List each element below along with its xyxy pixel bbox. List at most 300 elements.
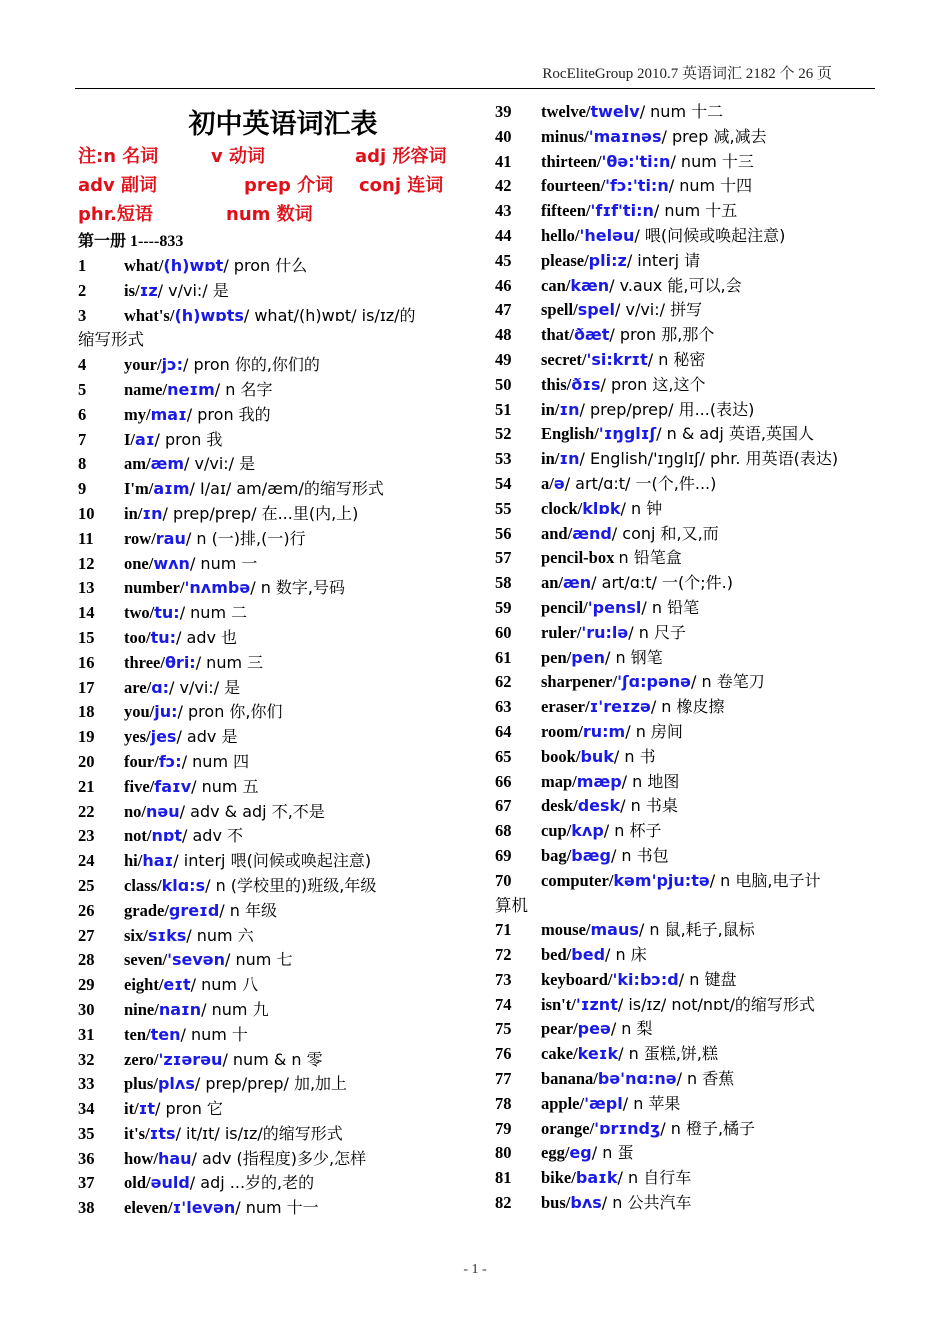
entry-number: 77 xyxy=(495,1069,512,1089)
entry-word: thirteen/ xyxy=(541,151,602,171)
entry-number: 61 xyxy=(495,647,512,667)
entry-word: apple/ xyxy=(541,1093,585,1113)
entry-number: 62 xyxy=(495,672,512,692)
entry-definition: / num 一 xyxy=(189,553,258,573)
entry-phonetic: ɪ'reɪzə xyxy=(589,697,651,717)
entry-definition: / interj 喂(问候或唤起注意) xyxy=(173,851,372,871)
entry-number: 31 xyxy=(78,1024,95,1044)
entry-phonetic: 'ɒrɪndʒ xyxy=(594,1118,661,1138)
vocab-entry xyxy=(78,527,478,552)
entry-word: book/ xyxy=(541,746,581,766)
vocab-entry xyxy=(495,1067,895,1092)
entry-word: egg/ xyxy=(541,1143,570,1163)
entry-word: is/ xyxy=(124,280,140,300)
vocab-entry xyxy=(78,874,478,899)
entry-definition: / n & adj 英语,英国人 xyxy=(656,424,814,444)
vocab-entry xyxy=(495,1117,895,1142)
vocab-entry xyxy=(78,924,478,949)
entry-definition: / pron 我 xyxy=(154,429,223,449)
entry-word: English/ xyxy=(541,424,599,444)
vocab-entry xyxy=(78,1023,478,1048)
entry-number: 71 xyxy=(495,920,512,940)
vocab-entry xyxy=(495,348,895,373)
entry-word: too/ xyxy=(124,627,151,647)
vocab-entry xyxy=(78,403,478,428)
entry-phonetic: 'sevən xyxy=(167,950,226,970)
entry-phonetic: 'ɪznt xyxy=(575,994,618,1014)
entry-word: how/ xyxy=(124,1148,158,1168)
vocab-entry xyxy=(78,576,478,601)
vocab-entry xyxy=(78,1147,478,1172)
vocab-entry xyxy=(495,373,895,398)
entry-definition: / num 六 xyxy=(186,925,254,945)
entry-number: 28 xyxy=(78,950,95,970)
entry-phonetic: pli:z xyxy=(588,250,627,270)
entry-word: spell/ xyxy=(541,300,578,320)
entry-phonetic: spel xyxy=(577,300,615,320)
entry-definition: / num 四 xyxy=(181,751,250,771)
entry-definition: / n 秘密 xyxy=(647,349,706,369)
entry-phonetic: peə xyxy=(577,1019,611,1039)
entry-word: six/ xyxy=(124,925,148,945)
entry-number: 81 xyxy=(495,1168,512,1188)
entry-word: a/ xyxy=(541,473,554,493)
entry-number: 33 xyxy=(78,1074,95,1094)
entry-word: hi/ xyxy=(124,851,143,871)
vocab-entry xyxy=(495,596,895,621)
entry-phonetic: greɪd xyxy=(168,900,220,920)
entry-definition: / n 杯子 xyxy=(603,821,662,841)
entry-word: eleven/ xyxy=(124,1198,173,1218)
entry-word: eraser/ xyxy=(541,697,590,717)
entry-number: 4 xyxy=(78,355,87,375)
entry-definition: / is/ɪz/ not/nɒt/的缩写形式 xyxy=(617,994,815,1014)
entry-number: 44 xyxy=(495,225,512,245)
entry-definition: / adv 不 xyxy=(182,826,244,846)
vocab-entry xyxy=(495,125,895,150)
entry-number: 3 xyxy=(78,305,87,325)
entry-phonetic: bə'nɑ:nə xyxy=(597,1069,677,1089)
entry-number: 32 xyxy=(78,1049,95,1069)
entry-phonetic: 'si:krɪt xyxy=(586,349,648,369)
entry-word: two/ xyxy=(124,603,155,623)
entry-word: what/ xyxy=(124,256,164,275)
entry-phonetic: θri: xyxy=(164,652,196,672)
entry-phonetic: pen xyxy=(571,647,605,667)
entry-word: old/ xyxy=(124,1173,151,1193)
vocab-entry xyxy=(495,819,895,844)
vocab-entry xyxy=(78,626,478,651)
entry-phonetic: ə xyxy=(553,473,565,493)
entry-definition: / pron 我的 xyxy=(186,404,271,424)
entry-phonetic: 'ki:bɔ:d xyxy=(612,969,679,989)
vocab-entry xyxy=(495,298,895,323)
entry-definition: / prep 减,减去 xyxy=(661,126,767,146)
entry-definition: / n (学校里的)班级,年级 xyxy=(205,875,377,895)
vocab-entry xyxy=(78,1196,478,1221)
entry-word: ruler/ xyxy=(541,622,582,642)
vocab-entry xyxy=(78,477,478,502)
entry-phonetic: ɑ: xyxy=(151,677,170,697)
entry-word: isn't/ xyxy=(541,994,576,1014)
entry-word: fifteen/ xyxy=(541,201,591,221)
vocab-entry xyxy=(495,646,895,671)
entry-word: cup/ xyxy=(541,821,572,841)
vocab-entry xyxy=(78,353,478,378)
entry-number: 70 xyxy=(495,870,512,890)
entry-number: 49 xyxy=(495,349,512,369)
vocab-entry xyxy=(495,918,895,943)
entry-word: nine/ xyxy=(124,999,159,1019)
entry-number: 66 xyxy=(495,771,512,791)
entry-number: 41 xyxy=(495,151,512,171)
entry-number: 34 xyxy=(78,1099,95,1119)
entry-word: seven/ xyxy=(124,950,168,970)
entry-phonetic: bæg xyxy=(571,845,611,865)
entry-definition: / n 蛋糕,饼,糕 xyxy=(618,1044,718,1064)
legend-adv: adv 副词 xyxy=(78,175,158,196)
vocab-entry xyxy=(495,224,895,249)
entry-word: pen/ xyxy=(541,647,572,667)
entry-definition: / v/vi:/ 拼写 xyxy=(615,300,703,320)
vocab-entry xyxy=(78,725,478,750)
vocab-entry xyxy=(78,502,478,527)
entry-word: plus/ xyxy=(124,1074,158,1094)
vocab-entry xyxy=(78,378,478,403)
vocab-entry xyxy=(495,571,895,596)
entry-number: 73 xyxy=(495,969,512,989)
vocab-entry xyxy=(495,422,895,447)
entry-number: 13 xyxy=(78,578,95,598)
entry-number: 72 xyxy=(495,945,512,965)
entry-number: 79 xyxy=(495,1118,512,1138)
entry-number: 19 xyxy=(78,727,95,747)
entry-definition: / pron 那,那个 xyxy=(609,325,715,345)
entry-word: what's/ xyxy=(124,305,175,325)
entry-phonetic: buk xyxy=(580,746,614,766)
entry-phonetic: ɪn xyxy=(559,449,580,469)
entry-word: five/ xyxy=(124,776,155,796)
legend-row-1 xyxy=(78,142,478,171)
entry-definition: / it/ɪt/ is/ɪz/的缩写形式 xyxy=(175,1123,343,1143)
entry-number: 47 xyxy=(495,300,512,320)
entry-number: 45 xyxy=(495,250,512,270)
vocab-entry xyxy=(495,1017,895,1042)
vocab-entry xyxy=(78,1122,478,1147)
entry-definition: / n 钢笔 xyxy=(604,647,663,667)
entry-phonetic: kəm'pju:tə xyxy=(613,870,710,890)
entry-word: class/ xyxy=(124,875,162,895)
vocab-entry xyxy=(495,323,895,348)
entry-phonetic: bed xyxy=(571,945,606,965)
entry-number: 53 xyxy=(495,449,512,469)
entry-phonetic: 'nʌmbə xyxy=(184,578,251,598)
entry-word: pencil/ xyxy=(541,597,588,617)
entry-phonetic: 'heləu xyxy=(579,225,635,245)
entry-number: 52 xyxy=(495,424,512,444)
entry-definition: / num 十三 xyxy=(670,151,754,171)
vocab-entry xyxy=(495,745,895,770)
entry-number: 16 xyxy=(78,652,95,672)
entry-word: fourteen/ xyxy=(541,176,606,196)
entry-number: 76 xyxy=(495,1044,512,1064)
entry-number: 69 xyxy=(495,845,512,865)
vocab-entry xyxy=(78,800,478,825)
entry-word: and/ xyxy=(541,523,573,543)
entry-word: computer/ xyxy=(541,870,614,890)
entry-phonetic: ɪn xyxy=(142,503,163,523)
entry-definition: / pron 什么 xyxy=(223,256,308,275)
vocab-entry xyxy=(78,651,478,676)
vocab-entry xyxy=(78,254,478,279)
entry-number: 75 xyxy=(495,1019,512,1039)
entry-word: are/ xyxy=(124,677,152,697)
entry-number: 17 xyxy=(78,677,95,697)
entry-number: 37 xyxy=(78,1173,95,1193)
entry-word: your/ xyxy=(124,355,162,375)
entry-number: 22 xyxy=(78,801,95,821)
entry-word: four/ xyxy=(124,751,159,771)
vocab-entry xyxy=(495,844,895,869)
entry-number: 51 xyxy=(495,399,512,419)
entry-number: 68 xyxy=(495,821,512,841)
legend-verb: v 动词 xyxy=(211,146,265,167)
entry-definition: / num 十四 xyxy=(668,176,753,196)
entry-word: cake/ xyxy=(541,1044,578,1064)
entry-word: keyboard/ xyxy=(541,969,613,989)
vocab-entry xyxy=(495,174,895,199)
entry-number: 36 xyxy=(78,1148,95,1168)
vocab-entry xyxy=(495,274,895,299)
entry-phonetic: ju: xyxy=(154,702,178,722)
entry-phonetic: æm xyxy=(150,454,185,474)
entry-phonetic: ten xyxy=(150,1024,181,1044)
vocab-entry xyxy=(495,100,895,125)
vocab-entry xyxy=(495,1042,895,1067)
entry-number: 20 xyxy=(78,751,95,771)
vocab-entry xyxy=(78,1171,478,1196)
legend-adj: adj 形容词 xyxy=(355,146,447,167)
entry-number: 59 xyxy=(495,597,512,617)
entry-definition: / what/(h)wɒt/ is/ɪz/的 xyxy=(243,305,416,325)
entry-word: eight/ xyxy=(124,975,164,995)
vocab-entry xyxy=(495,670,895,695)
entry-word: it's/ xyxy=(124,1123,150,1143)
entry-number: 65 xyxy=(495,746,512,766)
entry-phonetic: ðɪs xyxy=(571,374,601,394)
entry-word: in/ xyxy=(541,399,560,419)
entry-phonetic: kæn xyxy=(570,275,610,295)
entry-number: 14 xyxy=(78,603,95,623)
vocab-entry xyxy=(78,552,478,577)
entry-word: it/ xyxy=(124,1099,139,1119)
entry-word: mouse/ xyxy=(541,920,591,940)
entry-phonetic: ɪz xyxy=(139,280,158,300)
entry-word: clock/ xyxy=(541,498,583,518)
entry-phonetic: kʌp xyxy=(571,821,604,841)
entry-phonetic: maus xyxy=(590,920,639,940)
entry-number: 18 xyxy=(78,702,95,722)
legend-row-2 xyxy=(78,171,478,200)
vocab-entry xyxy=(495,770,895,795)
entry-number: 8 xyxy=(78,454,87,474)
entry-word: zero/ xyxy=(124,1049,159,1069)
vocab-entry xyxy=(495,497,895,522)
vocab-entry xyxy=(495,199,895,224)
entry-definition: / prep/prep/ 在...里(内,上) xyxy=(162,503,359,523)
entry-definition: / n 钟 xyxy=(620,498,663,518)
vocab-entry xyxy=(78,1048,478,1073)
entry-word: please/ xyxy=(541,250,589,270)
entry-definition: / English/'ɪŋglɪʃ/ phr. 用英语(表达) xyxy=(579,449,839,469)
entry-word: pear/ xyxy=(541,1019,578,1039)
entry-phonetic: aɪm xyxy=(153,479,190,499)
entry-word: map/ xyxy=(541,771,577,791)
vocab-entry xyxy=(495,869,895,919)
entry-phonetic: 'æpl xyxy=(584,1093,623,1113)
vocab-entry xyxy=(78,824,478,849)
entry-definition: / n 年级 xyxy=(219,900,278,920)
entry-definition: / n 自行车 xyxy=(617,1168,692,1188)
legend-conj: conj 连词 xyxy=(359,175,444,196)
entry-definition: / pron 你,你们 xyxy=(177,702,283,722)
entry-word: this/ xyxy=(541,374,572,394)
entry-definition: / n 香蕉 xyxy=(676,1069,735,1089)
entry-word: number/ xyxy=(124,578,185,598)
entry-word: banana/ xyxy=(541,1069,598,1089)
entry-definition: / num 五 xyxy=(191,776,259,796)
entry-word: grade/ xyxy=(124,900,169,920)
entry-phonetic: faɪv xyxy=(154,776,192,796)
entry-definition-continued: 缩写形式 xyxy=(78,330,144,350)
vocab-entry xyxy=(78,601,478,626)
entry-definition: / n 卷笔刀 xyxy=(691,672,765,692)
vocab-entry xyxy=(495,695,895,720)
vocab-entry xyxy=(78,1072,478,1097)
entry-phonetic: wʌn xyxy=(153,553,190,573)
entry-definition: / n 橡皮擦 xyxy=(650,697,725,717)
entry-number: 55 xyxy=(495,498,512,518)
entry-number: 26 xyxy=(78,900,95,920)
entry-phonetic: jes xyxy=(150,727,177,747)
entry-phonetic: aɪ xyxy=(135,429,155,449)
entry-phonetic: rau xyxy=(155,528,186,548)
entry-number: 48 xyxy=(495,325,512,345)
entry-definition: / n 梨 xyxy=(610,1019,653,1039)
entry-phonetic: desk xyxy=(577,796,621,816)
entry-word: bag/ xyxy=(541,845,572,865)
entry-definition: / n 书 xyxy=(613,746,656,766)
entry-phonetic: ɪn xyxy=(559,399,580,419)
legend-noun: 注:n 名词 xyxy=(78,146,159,167)
entry-word: twelve/ xyxy=(541,102,591,121)
entry-definition: / art/ɑ:t/ 一(个,件...) xyxy=(564,473,717,493)
entry-definition: / prep/prep/ 用...(表达) xyxy=(579,399,755,419)
entry-phonetic: 'ʃɑ:pənə xyxy=(617,672,692,692)
entry-definition: / adv 也 xyxy=(176,627,238,647)
right-column xyxy=(495,100,895,1216)
entry-word: my/ xyxy=(124,404,151,424)
vocab-entry xyxy=(78,750,478,775)
entry-word: in/ xyxy=(124,503,143,523)
entry-definition: / n 数字,号码 xyxy=(250,578,346,598)
entry-definition: / n 书桌 xyxy=(620,796,678,816)
entry-number: 54 xyxy=(495,473,512,493)
entry-definition: / pron 你的,你们的 xyxy=(182,355,320,375)
entry-number: 58 xyxy=(495,573,512,593)
entry-word: bed/ xyxy=(541,945,572,965)
entry-phonetic: 'θə:'ti:n xyxy=(601,151,671,171)
vocab-entry xyxy=(495,943,895,968)
entry-phonetic: klɑ:s xyxy=(161,875,206,895)
entry-word: room/ xyxy=(541,721,583,741)
vocab-entry xyxy=(495,1141,895,1166)
entry-word: minus/ xyxy=(541,126,589,146)
entry-word: one/ xyxy=(124,553,154,573)
entry-definition: / n 名字 xyxy=(214,379,273,399)
entry-definition: / conj 和,又,而 xyxy=(611,523,719,543)
entry-definition: / num 十 xyxy=(180,1024,248,1044)
entry-word: orange/ xyxy=(541,1118,595,1138)
vocab-entry xyxy=(495,546,895,571)
entry-number: 6 xyxy=(78,404,87,424)
entry-phonetic: æn xyxy=(563,573,592,593)
entry-phonetic: plʌs xyxy=(157,1074,195,1094)
entry-number: 50 xyxy=(495,374,512,394)
entry-word: ten/ xyxy=(124,1024,151,1044)
vocab-entry xyxy=(495,1191,895,1216)
header-rule xyxy=(75,88,875,89)
vocab-entry xyxy=(495,1166,895,1191)
entry-word: not/ xyxy=(124,826,152,846)
entry-number: 7 xyxy=(78,429,87,449)
entry-phonetic: haɪ xyxy=(142,851,174,871)
entry-number: 12 xyxy=(78,553,95,573)
entry-word: in/ xyxy=(541,449,560,469)
entry-word: three/ xyxy=(124,652,165,672)
entry-number: 35 xyxy=(78,1123,95,1143)
entry-definition: / n 橙子,橘子 xyxy=(660,1118,756,1138)
entry-definition: / 喂(问候或唤起注意) xyxy=(634,225,786,245)
vocab-entry xyxy=(78,428,478,453)
entry-phonetic: tu: xyxy=(150,627,177,647)
entry-definition: / v/vi:/ 是 xyxy=(169,677,241,697)
entry-phonetic: klɒk xyxy=(582,498,621,518)
section-title: 第一册 1----833 xyxy=(78,233,184,250)
right-entry-list xyxy=(495,100,895,1216)
entry-number: 46 xyxy=(495,275,512,295)
entry-definition: / num 三 xyxy=(195,652,264,672)
entry-number: 15 xyxy=(78,627,95,647)
entry-phonetic: nəu xyxy=(146,801,180,821)
entry-definition: / n 电脑,电子计 xyxy=(709,870,821,890)
entry-number: 63 xyxy=(495,697,512,717)
entry-definition: / n 鼠,耗子,鼠标 xyxy=(638,920,755,940)
entry-number: 27 xyxy=(78,925,95,945)
entry-phonetic: maɪ xyxy=(150,404,187,424)
entry-definition: / n (一)排,(一)行 xyxy=(185,528,306,548)
entry-word: pencil-box xyxy=(541,548,615,568)
entry-definition: / num 二 xyxy=(179,603,248,623)
entry-number: 23 xyxy=(78,826,95,846)
entry-number: 38 xyxy=(78,1198,95,1218)
entry-definition: / num 十一 xyxy=(235,1198,319,1218)
entry-phonetic: 'fɔ:'ti:n xyxy=(605,176,669,196)
entry-phonetic: (h)wɒt xyxy=(163,256,224,275)
entry-number: 42 xyxy=(495,176,512,196)
entry-number: 74 xyxy=(495,994,512,1014)
entry-number: 67 xyxy=(495,796,512,816)
